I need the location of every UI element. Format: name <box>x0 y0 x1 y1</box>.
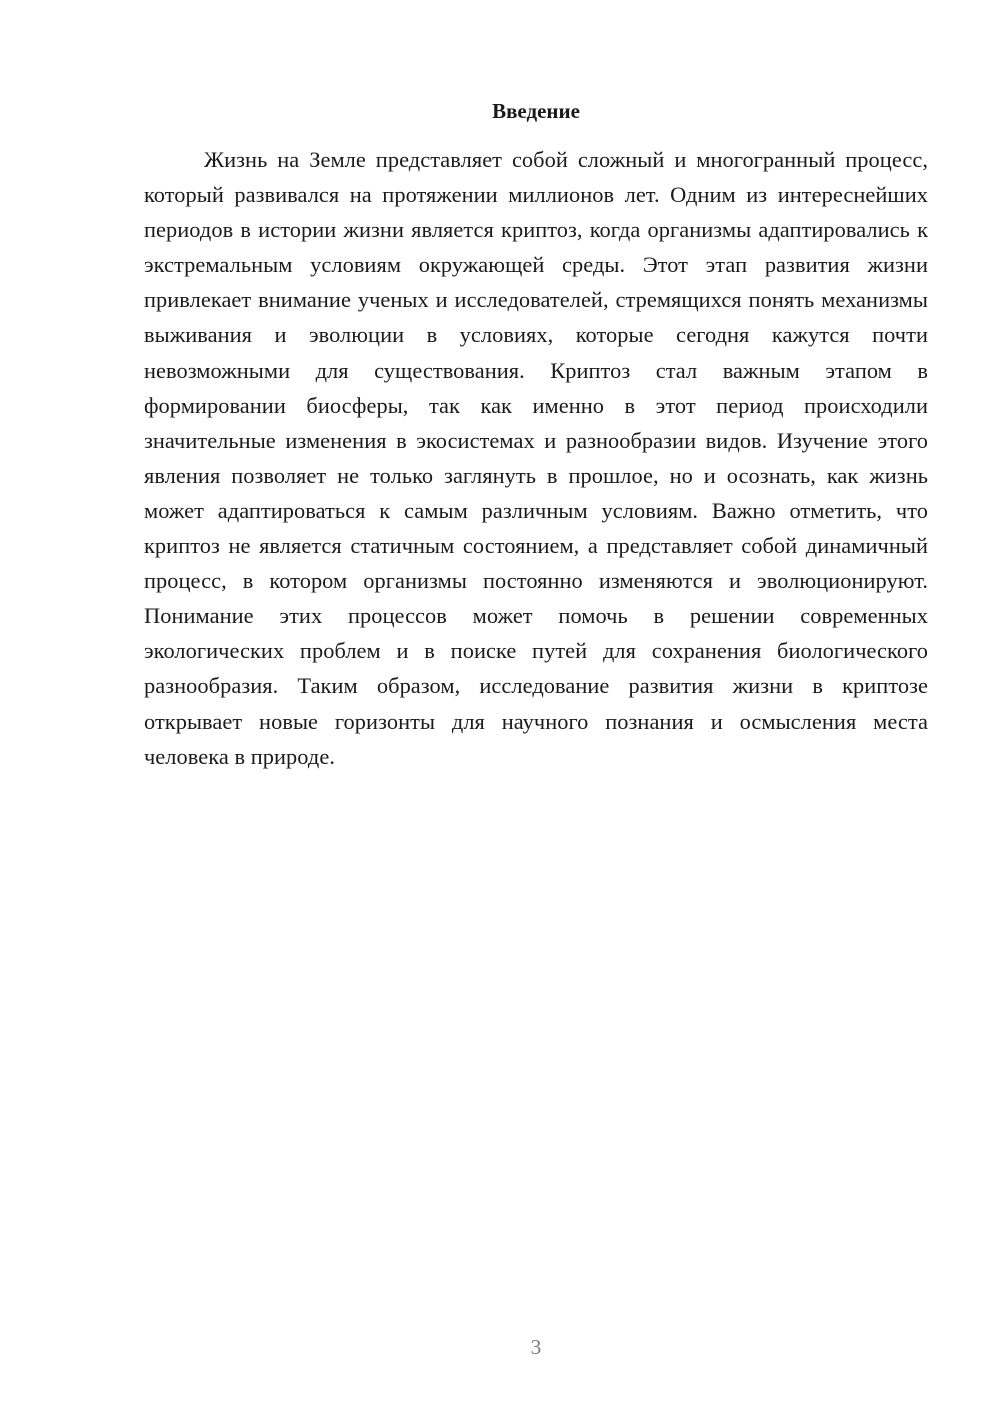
page-number: 3 <box>530 1335 542 1359</box>
section-heading: Введение <box>492 99 580 123</box>
body-paragraph: Жизнь на Земле представляет собой сложный и многогранный процесс, который развивался на протяжении миллионов лет. Одним из интереснейших периодов в истории жизни является криптоз, когда организмы адаптировались к экстремальным условиям окружающей среды. Этот этап развития жизни привлекает внимание ученых и исследователей, стремящихся понять механизмы выживания и эволюции в условиях, которые сегодня кажутся почти невозможными для существования. Криптоз стал важным этапом в формировании биосферы, так как именно в этот период происходили значительные изменения в экосистемах и разнообразии видов. Изучение этого явления позволяет не только заглянуть в прошлое, но и осознать, как жизнь может адаптироваться к самым различным условиям. Важно отметить, что криптоз не является статичным состоянием, а представляет собой динамичный процесс, в котором организмы постоянно изменяются и эволюционируют. Понимание этих процессов может помочь в решении современных экологических проблем и в поиске путей для сохранения биологического разнообразия. Таким образом, исследование развития жизни в криптозе открывает новые горизонты для научного познания и осмысления места человека в природе. <box>144 147 928 769</box>
